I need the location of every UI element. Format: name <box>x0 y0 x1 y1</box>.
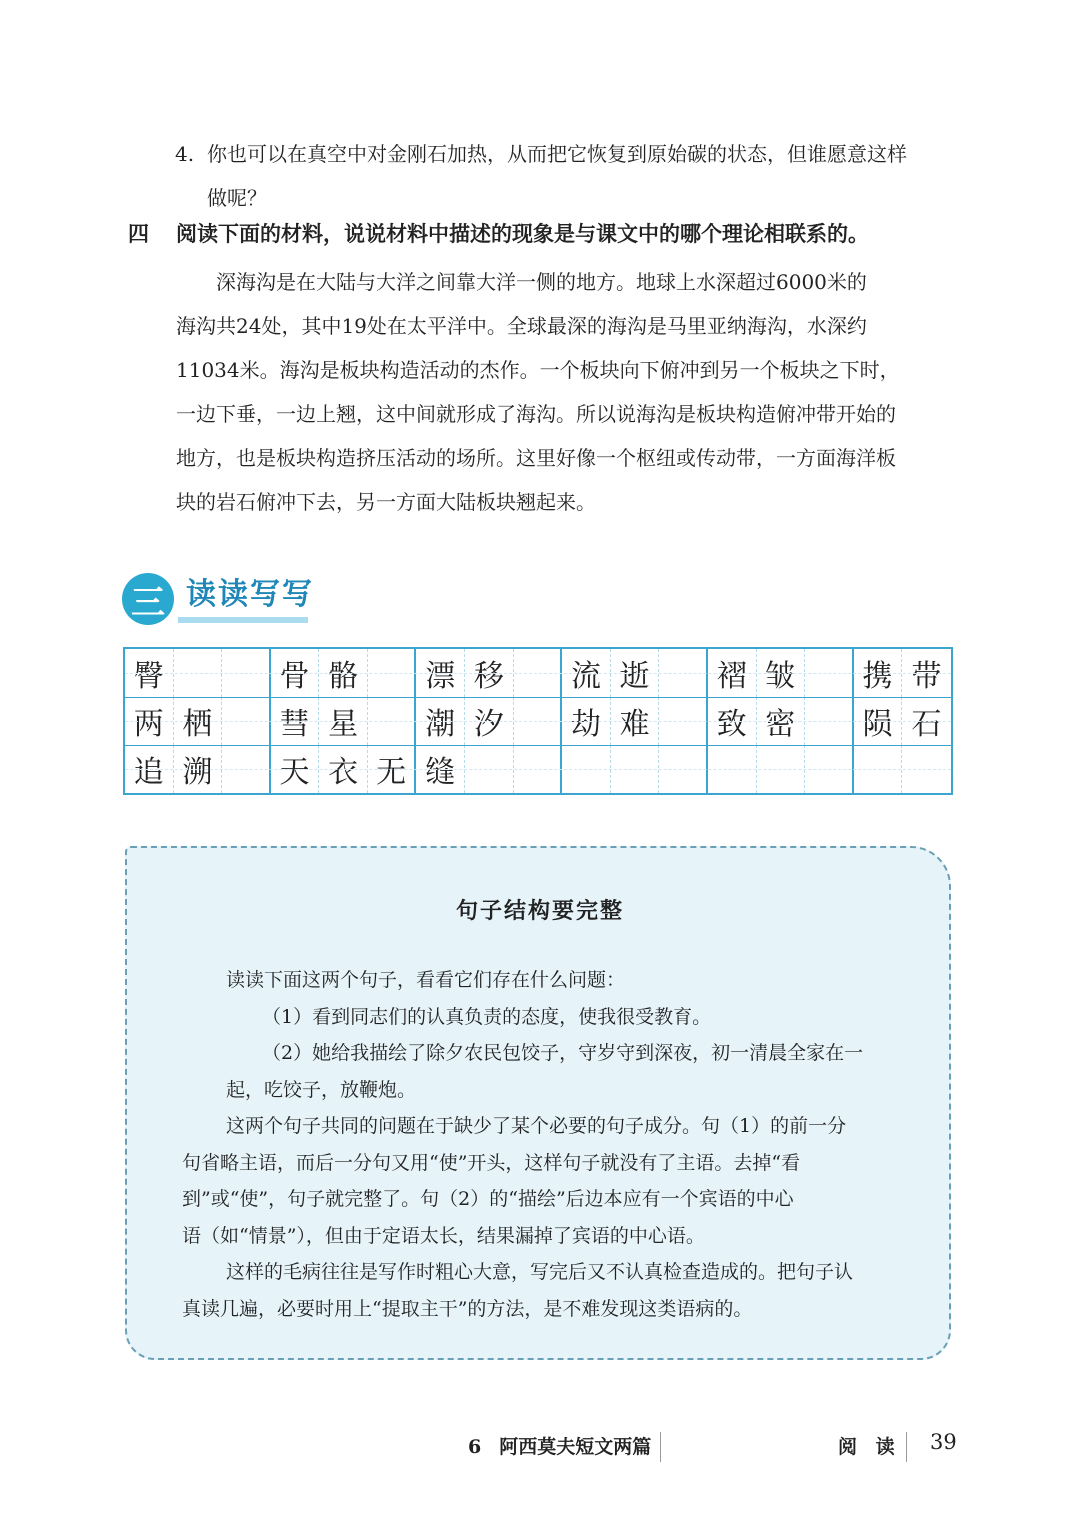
question-number: 4. <box>175 142 195 166</box>
vocab-grid <box>123 647 953 795</box>
grid-cell: 缝 <box>416 745 465 793</box>
material-line: 块的岩石俯冲下去，另一方面大陆板块翘起来。 <box>176 490 596 514</box>
tip-title: 句子结构要完整 <box>455 898 624 924</box>
grid-cell: 石 <box>911 707 942 742</box>
tip-paragraph: 到”或“使”，句子就完整了。句（2）的“描绘”后边本应有一个宾语的中心 <box>182 1188 794 1210</box>
grid-cell: 追 <box>125 745 174 793</box>
lesson-title: 阿西莫夫短文两篇 <box>499 1436 652 1458</box>
vocab-section-title: 读读写写 <box>186 577 314 612</box>
grid-cell: 携 <box>854 649 903 697</box>
grid-cell: 密 <box>757 697 806 745</box>
grid-cell: 带 <box>911 659 942 694</box>
grid-cell: 衣 <box>319 745 368 793</box>
grid-guide-line <box>125 673 951 674</box>
tip-paragraph: 起，吃饺子，放鞭炮。 <box>226 1078 417 1101</box>
question-text-line: 你也可以在真空中对金刚石加热，从而把它恢复到原始碳的状态，但谁愿意这样 <box>207 142 907 166</box>
grid-cell: 骨 <box>271 649 320 697</box>
reading-material <box>176 260 966 524</box>
section-circle-icon: 三 <box>122 573 174 625</box>
grid-cell: 臀 <box>125 649 174 697</box>
tip-paragraph: 读读下面这两个句子，看看它们存在什么问题： <box>226 969 626 991</box>
footer-divider <box>660 1432 661 1462</box>
footer-lesson <box>468 1432 651 1459</box>
grid-cell: 溯 <box>174 745 223 793</box>
grid-cell: 星 <box>319 697 368 745</box>
grid-cell: 皱 <box>757 649 806 697</box>
grid-row-divider <box>125 745 951 746</box>
grid-cell: 难 <box>611 697 660 745</box>
grid-row-divider <box>125 697 951 698</box>
grid-cell: 漂 <box>416 649 465 697</box>
question-text-line: 做呢？ <box>207 186 267 210</box>
grid-cell: 潮 <box>416 697 465 745</box>
tip-paragraph: 这两个句子共同的问题在于缺少了某个必要的句子成分。句（1）的前一分 <box>226 1115 847 1137</box>
tip-paragraph: 语（如“情景”），但由于定语太长，结果漏掉了宾语的中心语。 <box>182 1224 705 1247</box>
grid-cell: 流 <box>562 649 611 697</box>
grid-cell: 陨 <box>854 697 903 745</box>
grid-guide-line <box>125 769 951 770</box>
section-prompt: 阅读下面的材料，说说材料中描述的现象是与课文中的哪个理论相联系的。 <box>176 221 869 246</box>
grid-cell: 逝 <box>611 649 660 697</box>
material-line: 海沟共24处，其中19处在太平洋中。全球最深的海沟是马里亚纳海沟，水深约 <box>176 314 867 338</box>
tip-paragraph: 真读几遍，必要时用上“提取主干”的方法，是不难发现这类语病的。 <box>182 1297 753 1320</box>
material-line: 一边下垂，一边上翘，这中间就形成了海沟。所以说海沟是板块构造俯冲带开始的 <box>176 402 896 426</box>
grid-cell: 栖 <box>174 697 223 745</box>
grid-cell: 汐 <box>465 697 514 745</box>
grid-cell: 移 <box>465 649 514 697</box>
grid-cell: 骼 <box>319 649 368 697</box>
material-line: 深海沟是在大陆与大洋之间靠大洋一侧的地方。地球上水深超过6000米的 <box>176 270 867 294</box>
footer-section-label: 阅 读 <box>838 1436 901 1458</box>
section-4-heading <box>128 218 869 248</box>
grid-cell: 褶 <box>708 649 757 697</box>
tip-paragraph: 这样的毛病往往是写作时粗心大意，写完后又不认真检查造成的。把句子认 <box>226 1261 854 1283</box>
tip-body <box>182 962 932 1327</box>
grid-cell: 两 <box>125 697 174 745</box>
tip-paragraph: （1）看到同志们的认真负责的态度，使我很受教育。 <box>262 1005 712 1028</box>
footer-divider <box>906 1432 907 1462</box>
grid-cell: 天 <box>271 745 320 793</box>
grid-cell: 致 <box>708 697 757 745</box>
section-number: 四 <box>128 221 149 246</box>
tip-paragraph: 句省略主语，而后一分句又用“使”开头，这样句子就没有了主语。去掉“看 <box>182 1151 801 1174</box>
grid-cell: 劫 <box>562 697 611 745</box>
tip-paragraph: （2）她给我描绘了除夕农民包饺子，守岁守到深夜，初一清晨全家在一 <box>262 1042 864 1064</box>
title-underline <box>178 617 308 623</box>
grid-guide-line <box>125 721 951 722</box>
page-number: 39 <box>930 1430 957 1454</box>
material-line: 地方，也是板块构造挤压活动的场所。这里好像一个枢纽或传动带，一方面海洋板 <box>176 446 896 470</box>
grid-cell: 无 <box>368 745 417 793</box>
grid-cell: 彗 <box>271 697 320 745</box>
lesson-number: 6 <box>468 1436 482 1458</box>
material-line: 11034米。海沟是板块构造活动的杰作。一个板块向下俯冲到另一个板块之下时， <box>176 358 900 382</box>
vocab-section-header <box>122 565 322 625</box>
